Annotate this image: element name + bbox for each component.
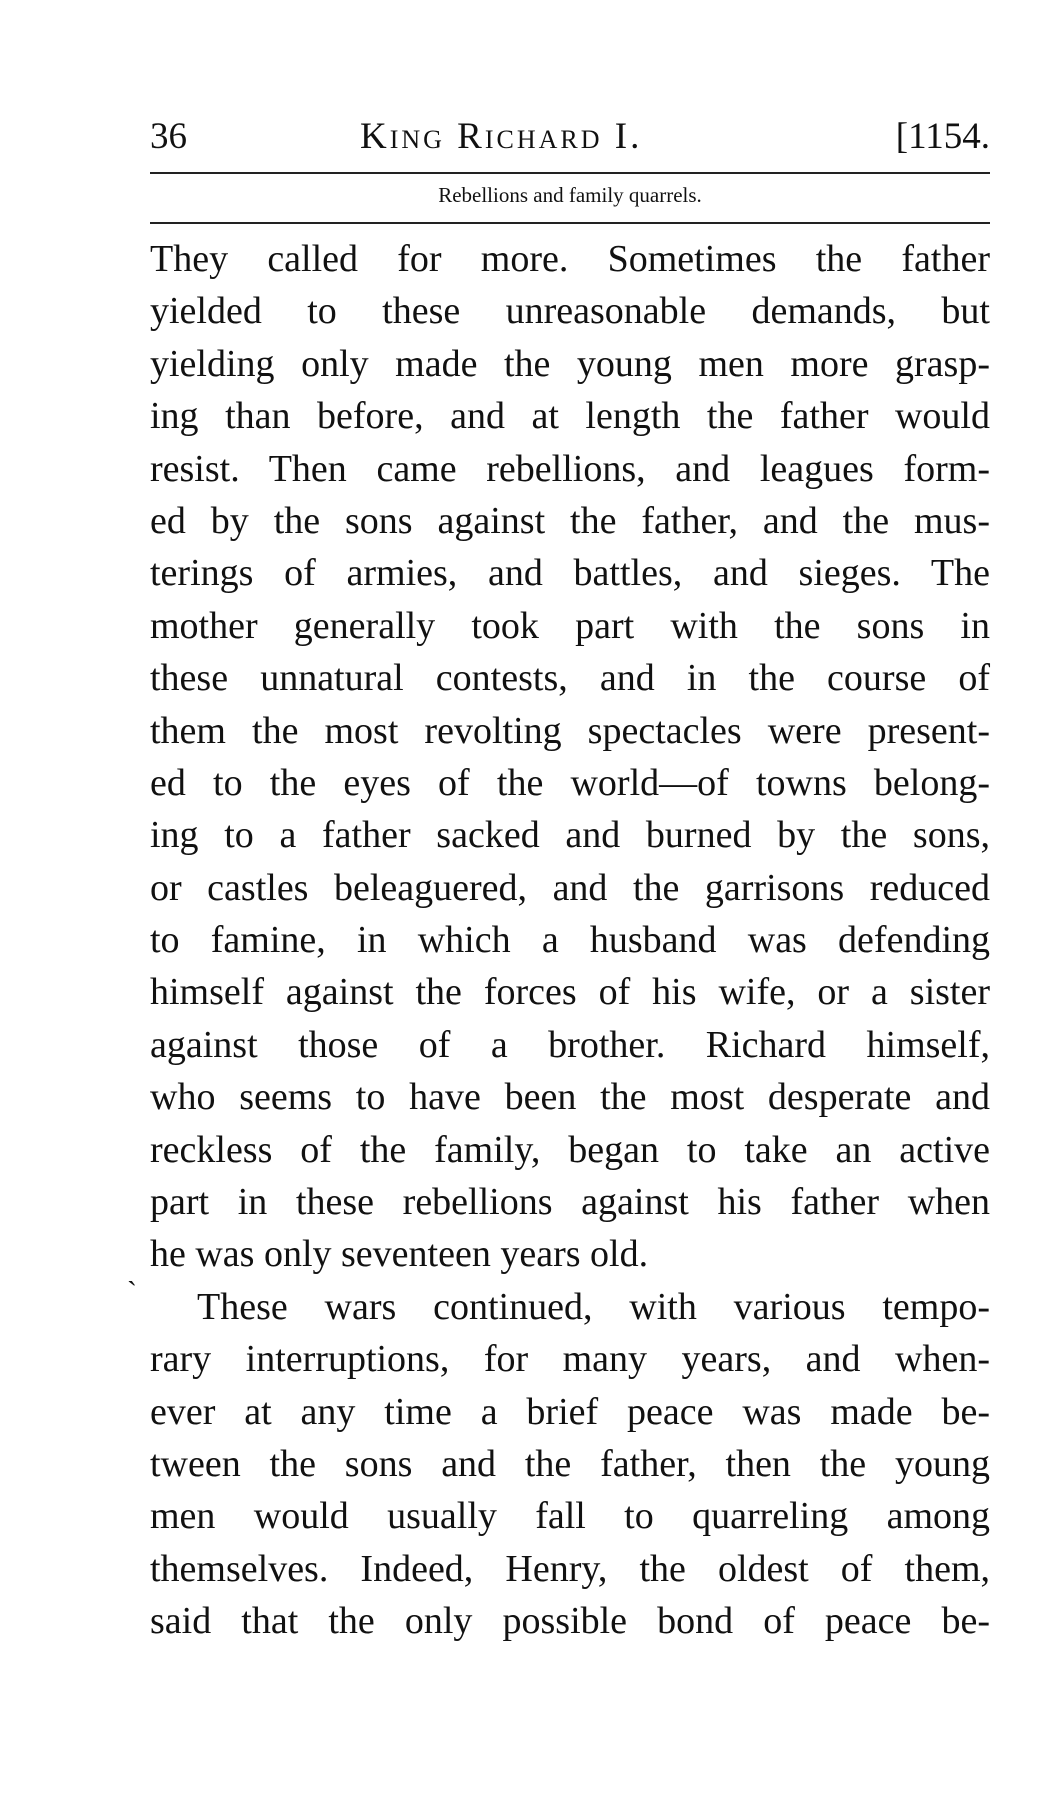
- text-line: yielded to these unreasonable demands, but: [150, 290, 990, 333]
- text-line: ing to a father sacked and burned by the sons,: [150, 814, 990, 857]
- text-line: these unnatural contests, and in the course of: [150, 657, 990, 700]
- text-line: said that the only possible bond of peace be-: [150, 1600, 990, 1643]
- text-line: yielding only made the young men more grasp-: [150, 342, 990, 385]
- text-line: ed to the eyes of the world—of towns belong-: [150, 761, 990, 804]
- text-line: tween the sons and the father, then the young: [150, 1442, 990, 1485]
- body-text: [150, 233, 990, 1648]
- running-title: King Richard I.: [360, 116, 643, 157]
- text-line: or castles beleaguered, and the garrisons reduced: [150, 866, 990, 909]
- text-line: ever at any time a brief peace was made be-: [150, 1390, 990, 1433]
- text-line: ing than before, and at length the father would: [150, 395, 990, 438]
- page-number: 36: [150, 116, 187, 157]
- text-line: mother generally took part with the sons in: [150, 604, 990, 647]
- text-line: rary interruptions, for many years, and when-: [150, 1338, 990, 1381]
- text-line: themselves. Indeed, Henry, the oldest of them,: [150, 1547, 990, 1590]
- paragraph: [150, 1281, 990, 1648]
- text-line: who seems to have been the most desperate and: [150, 1076, 990, 1119]
- header-rule-top: [150, 172, 990, 174]
- text-line: himself against the forces of his wife, or a sister: [150, 971, 990, 1014]
- text-line: against those of a brother. Richard himself,: [150, 1023, 990, 1066]
- text-line: resist. Then came rebellions, and leagues form-: [150, 447, 990, 490]
- paragraph: [150, 233, 990, 1281]
- section-subtitle: Rebellions and family quarrels.: [438, 183, 702, 207]
- text-line: These wars continued, with various tempo-: [197, 1285, 990, 1328]
- text-line: to famine, in which a husband was defending: [150, 919, 990, 962]
- text-line: he was only seventeen years old.: [150, 1233, 649, 1276]
- text-line: terings of armies, and battles, and sieges. The: [150, 552, 990, 595]
- page-header: [150, 112, 990, 162]
- text-line: reckless of the family, began to take an active: [150, 1128, 990, 1171]
- text-line: men would usually fall to quarreling among: [150, 1495, 990, 1538]
- text-line: ed by the sons against the father, and the mus-: [150, 499, 990, 542]
- margin-mark: ˏ: [127, 1253, 137, 1286]
- text-line: part in these rebellions against his father when: [150, 1181, 990, 1224]
- text-line: They called for more. Sometimes the father: [150, 238, 990, 280]
- header-rule-bottom: [150, 222, 990, 224]
- text-line: them the most revolting spectacles were present-: [150, 709, 990, 752]
- header-year: [1154.: [895, 116, 990, 157]
